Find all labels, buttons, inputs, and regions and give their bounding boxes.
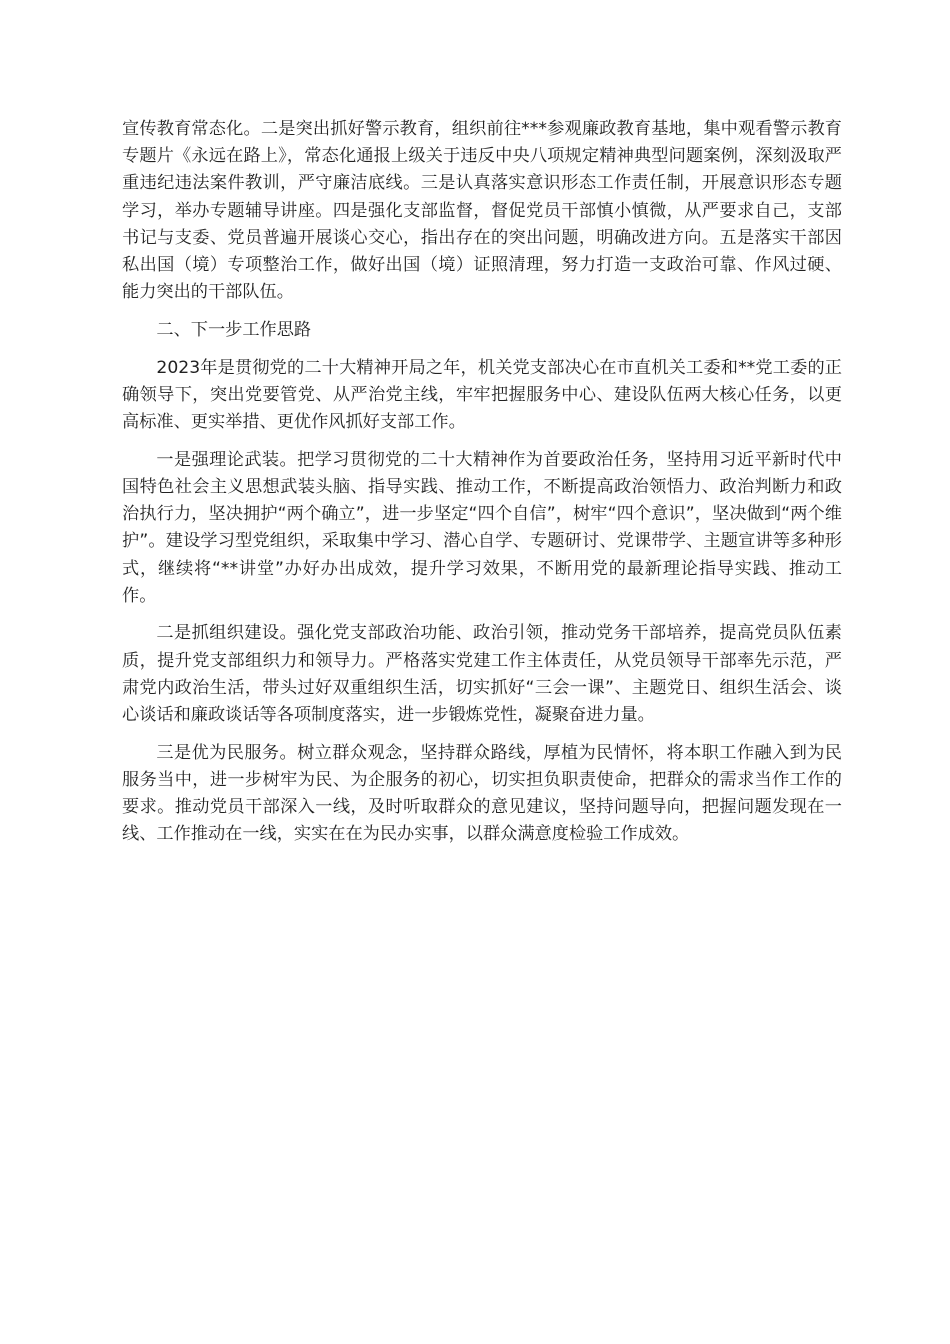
- paragraph-continuation: 宣传教育常态化。二是突出抓好警示教育，组织前往***参观廉政教育基地，集中观看警示教育专题片《永远在路上》，常态化通报上级关于违反中央八项规定精神典型问题案例，深刻汲取严重违纪违法案件教训，严守廉洁底线。三是认真落实意识形态工作责任制，开展意识形态专题学习，举办专题辅导讲座。四是强化支部监督，督促党员干部慎小慎微，从严要求自己，支部书记与支委、党员普遍开展谈心交心，指出存在的突出问题，明确改进方向。五是落实干部因私出国（境）专项整治工作，做好出国（境）证照清理，努力打造一支政治可靠、作风过硬、能力突出的干部队伍。: [122, 119, 842, 303]
- document-body: [122, 116, 842, 859]
- paragraph-organization: 二是抓组织建设。强化党支部政治功能、政治引领，推动党务干部培养，提高党员队伍素质，提升党支部组织力和领导力。严格落实党建工作主体责任，从党员领导干部率先示范，严肃党内政治生活，带头过好双重组织生活，切实抓好“三会一课”、主题党日、组织生活会、谈心谈话和廉政谈话等各项制度落实，进一步锻炼党性，凝聚奋进力量。: [122, 623, 842, 726]
- paragraph-theory: 一是强理论武装。把学习贯彻党的二十大精神作为首要政治任务，坚持用习近平新时代中国特色社会主义思想武装头脑、指导实践、推动工作，不断提高政治领悟力、政治判断力和政治执行力，坚决拥护“两个确立”，进一步坚定“四个自信”，树牢“四个意识”，坚决做到“两个维护”。建设学习型党组织，采取集中学习、潜心自学、专题研讨、党课带学、主题宣讲等多种形式，继续将“**讲堂”办好办出成效，提升学习效果，不断用党的最新理论指导实践、推动工作。: [122, 449, 842, 606]
- paragraph-intro: 2023年是贯彻党的二十大精神开局之年，机关党支部决心在市直机关工委和**党工委的正确领导下，突出党要管党、从严治党主线，牢牢把握服务中心、建设队伍两大核心任务，以更高标准、更实举措、更优作风抓好支部工作。: [122, 357, 842, 433]
- paragraph-service: 三是优为民服务。树立群众观念，坚持群众路线，厚植为民情怀，将本职工作融入到为民服务当中，进一步树牢为民、为企服务的初心，切实担负职责使命，把群众的需求当作工作的要求。推动党员干部深入一线，及时听取群众的意见建议，坚持问题导向，把握问题发现在一线、工作推动在一线，实实在在为民办实事，以群众满意度检验工作成效。: [122, 742, 842, 845]
- section-heading: 二、下一步工作思路: [156, 319, 312, 340]
